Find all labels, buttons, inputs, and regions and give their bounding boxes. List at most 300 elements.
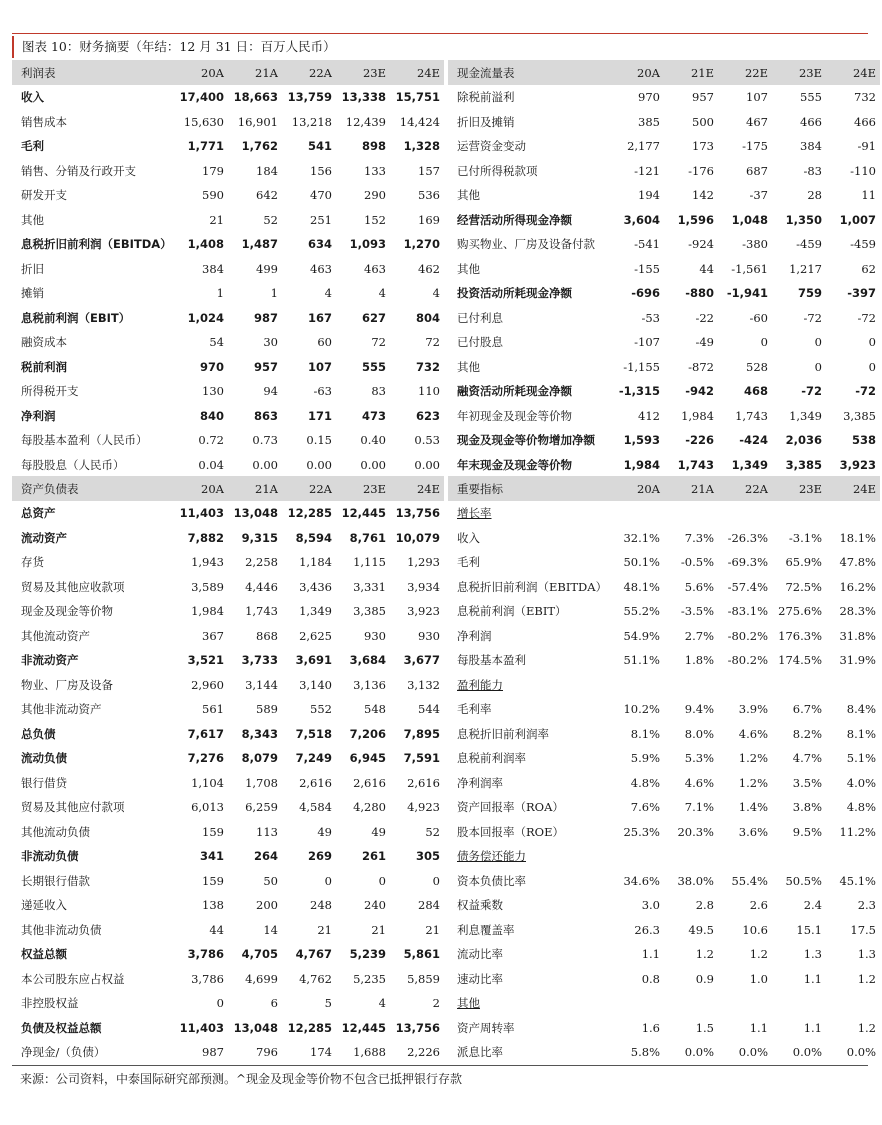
cell-value: 159: [202, 824, 224, 839]
cell-value: 31.8%: [839, 628, 876, 643]
row-label: 毛利: [21, 139, 44, 154]
row-label: 其他非流动负债: [21, 922, 102, 937]
cell-value: 3.0: [641, 898, 660, 913]
row-label: 流动比率: [457, 947, 503, 962]
cell-value: 13,048: [233, 1020, 278, 1035]
table-row: [12, 355, 444, 380]
cell-value: 179: [202, 163, 224, 178]
cell-value: -37: [749, 188, 768, 203]
cell-value: 28: [807, 188, 822, 203]
cell-value: -696: [631, 286, 660, 301]
cell-value: 2,177: [627, 139, 660, 154]
cell-value: [718, 991, 772, 1016]
cell-value: 44: [209, 922, 224, 937]
cell-value: 1,007: [839, 212, 876, 227]
column-header: 24E: [390, 60, 444, 85]
cell-value: 8,079: [241, 751, 278, 766]
cell-value: [664, 501, 718, 526]
row-label: 其他: [457, 359, 480, 374]
cell-value: -69.3%: [727, 555, 768, 570]
column-header: 24E: [826, 60, 880, 85]
table-row: [448, 893, 880, 918]
cell-value: 0.00: [414, 457, 440, 472]
cell-value: 54: [209, 335, 224, 350]
row-label: 资产回报率（ROA）: [457, 800, 564, 815]
cell-value: 863: [253, 408, 278, 423]
cell-value: [664, 673, 718, 698]
cell-value: 1,593: [623, 433, 660, 448]
cell-value: 47.8%: [839, 555, 876, 570]
row-label: 派息比率: [457, 1045, 503, 1060]
cell-value: [664, 844, 718, 869]
cell-value: -57.4%: [727, 579, 768, 594]
row-label: 流动资产: [21, 530, 67, 545]
table-header-row: [448, 476, 880, 501]
cash-flow-panel: [448, 60, 880, 477]
row-label: 利息覆盖率: [457, 922, 515, 937]
cell-value: 1,984: [681, 408, 714, 423]
figure-caption: 图表 10：财务摘要（年结：12 月 31 日：百万人民币）: [12, 36, 868, 58]
table-row: [448, 697, 880, 722]
cell-value: 4,446: [245, 579, 278, 594]
cell-value: 1,270: [403, 237, 440, 252]
cell-value: 1,708: [245, 775, 278, 790]
row-label-cell: [448, 991, 610, 1016]
cell-value: 1.3: [803, 947, 822, 962]
cell-value: 1.2%: [738, 775, 768, 790]
table-row: [12, 281, 444, 306]
cell-value: 167: [307, 310, 332, 325]
table-row: [12, 942, 444, 967]
cell-value: 1.8%: [684, 653, 714, 668]
row-label: 银行借贷: [21, 775, 67, 790]
income-statement-panel: [12, 60, 444, 477]
cell-value: 174.5%: [778, 653, 822, 668]
cell-value: 12,285: [287, 1020, 332, 1035]
cell-value: -872: [688, 359, 714, 374]
table-row: [448, 599, 880, 624]
row-label: 现金及现金等价物: [21, 604, 113, 619]
cell-value: 868: [256, 628, 278, 643]
cell-value: 3,132: [407, 677, 440, 692]
cell-value: 1,293: [407, 555, 440, 570]
cell-value: 1,771: [187, 139, 224, 154]
row-label: 每股基本盈利: [457, 653, 526, 668]
table-row: [12, 453, 444, 478]
cell-value: 65.9%: [785, 555, 822, 570]
row-label: 长期银行借款: [21, 873, 90, 888]
row-label: 净利润: [457, 628, 492, 643]
table-row: [12, 232, 444, 257]
row-label: 其他: [457, 188, 480, 203]
cell-value: 261: [361, 849, 386, 864]
cell-value: 38.0%: [677, 873, 714, 888]
cell-value: 1: [216, 286, 224, 301]
cell-value: 290: [364, 188, 386, 203]
table-row: [448, 110, 880, 135]
cell-value: 687: [746, 163, 768, 178]
cell-value: 10,079: [395, 530, 440, 545]
cell-value: 468: [743, 384, 768, 399]
cell-value: 2.8: [695, 898, 714, 913]
cell-value: -924: [688, 237, 714, 252]
cell-value: 0.53: [414, 433, 440, 448]
cell-value: 174: [310, 1045, 332, 1060]
cell-value: 1,115: [353, 555, 386, 570]
cell-value: -72: [801, 384, 822, 399]
row-label: 年初现金及现金等价物: [457, 408, 572, 423]
cell-value: 176.3%: [778, 628, 822, 643]
cell-value: 152: [364, 212, 386, 227]
table-row: [448, 159, 880, 184]
cell-value: 169: [418, 212, 440, 227]
row-label: 投资活动所耗现金净额: [457, 286, 572, 301]
table-row: [448, 746, 880, 771]
cell-value: 7,617: [187, 726, 224, 741]
cell-value: 12,445: [341, 506, 386, 521]
cell-value: 264: [253, 849, 278, 864]
table-header-row: [448, 60, 880, 85]
cell-value: 156: [310, 163, 332, 178]
table-title: 现金流量表: [448, 60, 610, 85]
cell-value: 269: [307, 849, 332, 864]
cell-value: 7,518: [295, 726, 332, 741]
cell-value: 7,276: [187, 751, 224, 766]
cell-value: [610, 844, 664, 869]
cell-value: 3,684: [349, 653, 386, 668]
cell-value: 1,048: [731, 212, 768, 227]
table-row: [448, 1040, 880, 1065]
cell-value: 1,984: [623, 457, 660, 472]
column-header: 22A: [282, 476, 336, 501]
section-header-row: [448, 844, 880, 869]
table-row: [12, 844, 444, 869]
section-label: 盈利能力: [457, 677, 503, 692]
section-label: 增长率: [457, 506, 492, 521]
cell-value: 0.00: [306, 457, 332, 472]
cell-value: 6,013: [191, 800, 224, 815]
cell-value: 1.2: [749, 947, 768, 962]
row-label: 净现金/（负债）: [21, 1045, 106, 1060]
cell-value: 3.9%: [738, 702, 768, 717]
cell-value: 17.5: [850, 922, 876, 937]
table-row: [448, 820, 880, 845]
row-label: 其他流动负债: [21, 824, 90, 839]
cell-value: 3,677: [403, 653, 440, 668]
cell-value: [826, 501, 880, 526]
table-header-row: [12, 476, 444, 501]
table-row: [448, 967, 880, 992]
cell-value: 1,328: [403, 139, 440, 154]
row-label: 息税前利润率: [457, 751, 526, 766]
cell-value: 4,705: [241, 947, 278, 962]
column-header: 21A: [228, 476, 282, 501]
balance-sheet-table: [12, 476, 444, 1065]
section-header-row: [448, 991, 880, 1016]
cell-value: 44: [699, 261, 714, 276]
column-header: 20A: [174, 60, 228, 85]
section-label: 其他: [457, 996, 480, 1011]
table-row: [12, 991, 444, 1016]
section-label: 债务偿还能力: [457, 849, 526, 864]
table-row: [12, 330, 444, 355]
row-label: 折旧: [21, 261, 44, 276]
cell-value: 1,093: [349, 237, 386, 252]
cell-value: 107: [746, 90, 768, 105]
cell-value: [772, 673, 826, 698]
cell-value: [826, 991, 880, 1016]
cell-value: 138: [202, 898, 224, 913]
row-label: 除税前溢利: [457, 90, 515, 105]
column-header: 22A: [718, 476, 772, 501]
cell-value: -53: [641, 310, 660, 325]
cell-value: 13,218: [291, 114, 332, 129]
cell-value: 957: [692, 90, 714, 105]
cell-value: 248: [310, 898, 332, 913]
cell-value: 5,239: [349, 947, 386, 962]
cell-value: -175: [742, 139, 768, 154]
cell-value: 2,960: [191, 677, 224, 692]
cell-value: -380: [742, 237, 768, 252]
row-label-cell: [448, 673, 610, 698]
cell-value: 2: [432, 996, 440, 1011]
cell-value: 21: [371, 922, 386, 937]
table-row: [448, 795, 880, 820]
cell-value: 16,901: [237, 114, 278, 129]
cell-value: 8.4%: [846, 702, 876, 717]
cell-value: 7,206: [349, 726, 386, 741]
row-label: 融资成本: [21, 335, 67, 350]
cell-value: 60: [317, 335, 332, 350]
cell-value: 4.8%: [630, 775, 660, 790]
cell-value: 110: [418, 384, 440, 399]
cell-value: 463: [310, 261, 332, 276]
cell-value: 0: [868, 335, 876, 350]
column-header: 21A: [664, 476, 718, 501]
row-label: 经营活动所得现金净额: [457, 212, 572, 227]
cell-value: 8.2%: [792, 726, 822, 741]
cell-value: 499: [256, 261, 278, 276]
cell-value: 1.2: [857, 971, 876, 986]
cell-value: 0.0%: [792, 1045, 822, 1060]
cell-value: 113: [256, 824, 278, 839]
cell-value: 18.1%: [839, 530, 876, 545]
cell-value: 466: [800, 114, 822, 129]
cell-value: 26.3: [634, 922, 660, 937]
row-label: 负债及权益总额: [21, 1020, 102, 1035]
cell-value: 0.15: [306, 433, 332, 448]
cell-value: 15.1: [796, 922, 822, 937]
cell-value: 0.8: [641, 971, 660, 986]
column-header: 24E: [826, 476, 880, 501]
row-label: 收入: [457, 530, 480, 545]
table-row: [448, 722, 880, 747]
cell-value: 1.0: [749, 971, 768, 986]
table-row: [12, 771, 444, 796]
table-row: [448, 526, 880, 551]
row-label: 存货: [21, 555, 44, 570]
cell-value: 10.6: [742, 922, 768, 937]
cell-value: 48.1%: [623, 579, 660, 594]
cell-value: -424: [739, 433, 768, 448]
cell-value: 0: [432, 873, 440, 888]
table-row: [448, 208, 880, 233]
row-label: 总资产: [21, 506, 56, 521]
cell-value: 589: [256, 702, 278, 717]
cell-value: 970: [199, 359, 224, 374]
cell-value: 25.3%: [623, 824, 660, 839]
row-label: 速动比率: [457, 971, 503, 986]
cell-value: 548: [364, 702, 386, 717]
row-label: 每股股息（人民币）: [21, 457, 125, 472]
cell-value: [664, 991, 718, 1016]
cell-value: 11,403: [179, 506, 224, 521]
bottom-rule: [12, 1065, 868, 1066]
row-label: 权益总额: [21, 947, 67, 962]
table-title: 资产负债表: [12, 476, 174, 501]
table-row: [448, 771, 880, 796]
cell-value: 7,591: [403, 751, 440, 766]
cell-value: 20.3%: [677, 824, 714, 839]
cell-value: 0.0%: [738, 1045, 768, 1060]
row-label: 已付所得税款项: [457, 163, 538, 178]
cell-value: 0: [868, 359, 876, 374]
cell-value: [772, 844, 826, 869]
column-header: 20A: [174, 476, 228, 501]
cell-value: 72: [425, 335, 440, 350]
cell-value: 7,895: [403, 726, 440, 741]
table-title: 重要指标: [448, 476, 610, 501]
cell-value: 0.0%: [684, 1045, 714, 1060]
cell-value: 275.6%: [778, 604, 822, 619]
cell-value: 13,756: [395, 506, 440, 521]
cell-value: 14,424: [399, 114, 440, 129]
key-metrics-panel: [448, 476, 880, 1065]
cell-value: 5,235: [353, 971, 386, 986]
cell-value: -880: [685, 286, 714, 301]
cell-value: 1,943: [191, 555, 224, 570]
row-label: 递延收入: [21, 898, 67, 913]
cell-value: 14: [263, 922, 278, 937]
cell-value: 473: [361, 408, 386, 423]
row-label: 收入: [21, 90, 44, 105]
cell-value: 1.1: [803, 1020, 822, 1035]
cell-value: 1,217: [789, 261, 822, 276]
table-row: [448, 869, 880, 894]
table-header-row: [12, 60, 444, 85]
cell-value: 0: [324, 873, 332, 888]
cell-value: -1,155: [623, 359, 660, 374]
cell-value: 528: [746, 359, 768, 374]
table-row: [448, 232, 880, 257]
table-row: [12, 918, 444, 943]
column-header: 22A: [282, 60, 336, 85]
cell-value: 1,104: [191, 775, 224, 790]
column-header: 21E: [664, 60, 718, 85]
table-row: [12, 183, 444, 208]
cell-value: -459: [850, 237, 876, 252]
cell-value: -80.2%: [727, 653, 768, 668]
row-label: 息税折旧前利润（EBITDA）: [21, 237, 172, 252]
cell-value: 157: [418, 163, 440, 178]
cell-value: 55.2%: [623, 604, 660, 619]
cell-value: 7.1%: [684, 800, 714, 815]
balance-sheet-panel: [12, 476, 444, 1065]
row-label: 息税折旧前利润率: [457, 726, 549, 741]
cell-value: 15,630: [183, 114, 224, 129]
cell-value: 0: [216, 996, 224, 1011]
cell-value: 1: [270, 286, 278, 301]
cell-value: 541: [307, 139, 332, 154]
cell-value: 130: [202, 384, 224, 399]
cell-value: 6.7%: [792, 702, 822, 717]
cell-value: 341: [199, 849, 224, 864]
cell-value: 284: [418, 898, 440, 913]
row-label: 贸易及其他应收款项: [21, 579, 125, 594]
cell-value: [826, 673, 880, 698]
cell-value: 6: [270, 996, 278, 1011]
row-label: 研发开支: [21, 188, 67, 203]
cell-value: 0.9: [695, 971, 714, 986]
row-label: 摊销: [21, 286, 44, 301]
cell-value: 463: [364, 261, 386, 276]
cell-value: 28.3%: [839, 604, 876, 619]
table-row: [12, 306, 444, 331]
cell-value: 51.1%: [623, 653, 660, 668]
cell-value: -80.2%: [727, 628, 768, 643]
cell-value: 45.1%: [839, 873, 876, 888]
cell-value: [718, 501, 772, 526]
cell-value: 5,859: [407, 971, 440, 986]
table-row: [12, 697, 444, 722]
cell-value: -121: [634, 163, 660, 178]
table-row: [448, 648, 880, 673]
cell-value: 1.2: [857, 1020, 876, 1035]
table-row: [448, 134, 880, 159]
table-row: [12, 599, 444, 624]
table-row: [12, 550, 444, 575]
cell-value: -22: [695, 310, 714, 325]
cell-value: 12,285: [287, 506, 332, 521]
table-row: [12, 404, 444, 429]
row-label: 其他: [21, 212, 44, 227]
cell-value: 732: [415, 359, 440, 374]
table-row: [12, 134, 444, 159]
cell-value: 3,140: [299, 677, 332, 692]
cell-value: 987: [202, 1045, 224, 1060]
cell-value: 4.6%: [738, 726, 768, 741]
cell-value: 1.2: [695, 947, 714, 962]
cell-value: 3,385: [843, 408, 876, 423]
column-header: 24E: [390, 476, 444, 501]
table-row: [448, 85, 880, 110]
cell-value: 0.73: [252, 433, 278, 448]
cell-value: 3,923: [839, 457, 876, 472]
column-header: 20A: [610, 476, 664, 501]
cell-value: -107: [634, 335, 660, 350]
table-row: [12, 208, 444, 233]
cell-value: 1.6: [641, 1020, 660, 1035]
cell-value: 12,439: [345, 114, 386, 129]
row-label: 本公司股东应占权益: [21, 971, 125, 986]
cell-value: 194: [638, 188, 660, 203]
cell-value: 2.7%: [684, 628, 714, 643]
cell-value: 804: [415, 310, 440, 325]
cell-value: 4.7%: [792, 751, 822, 766]
cell-value: 4,762: [299, 971, 332, 986]
row-label: 折旧及摊销: [457, 114, 515, 129]
table-row: [12, 648, 444, 673]
